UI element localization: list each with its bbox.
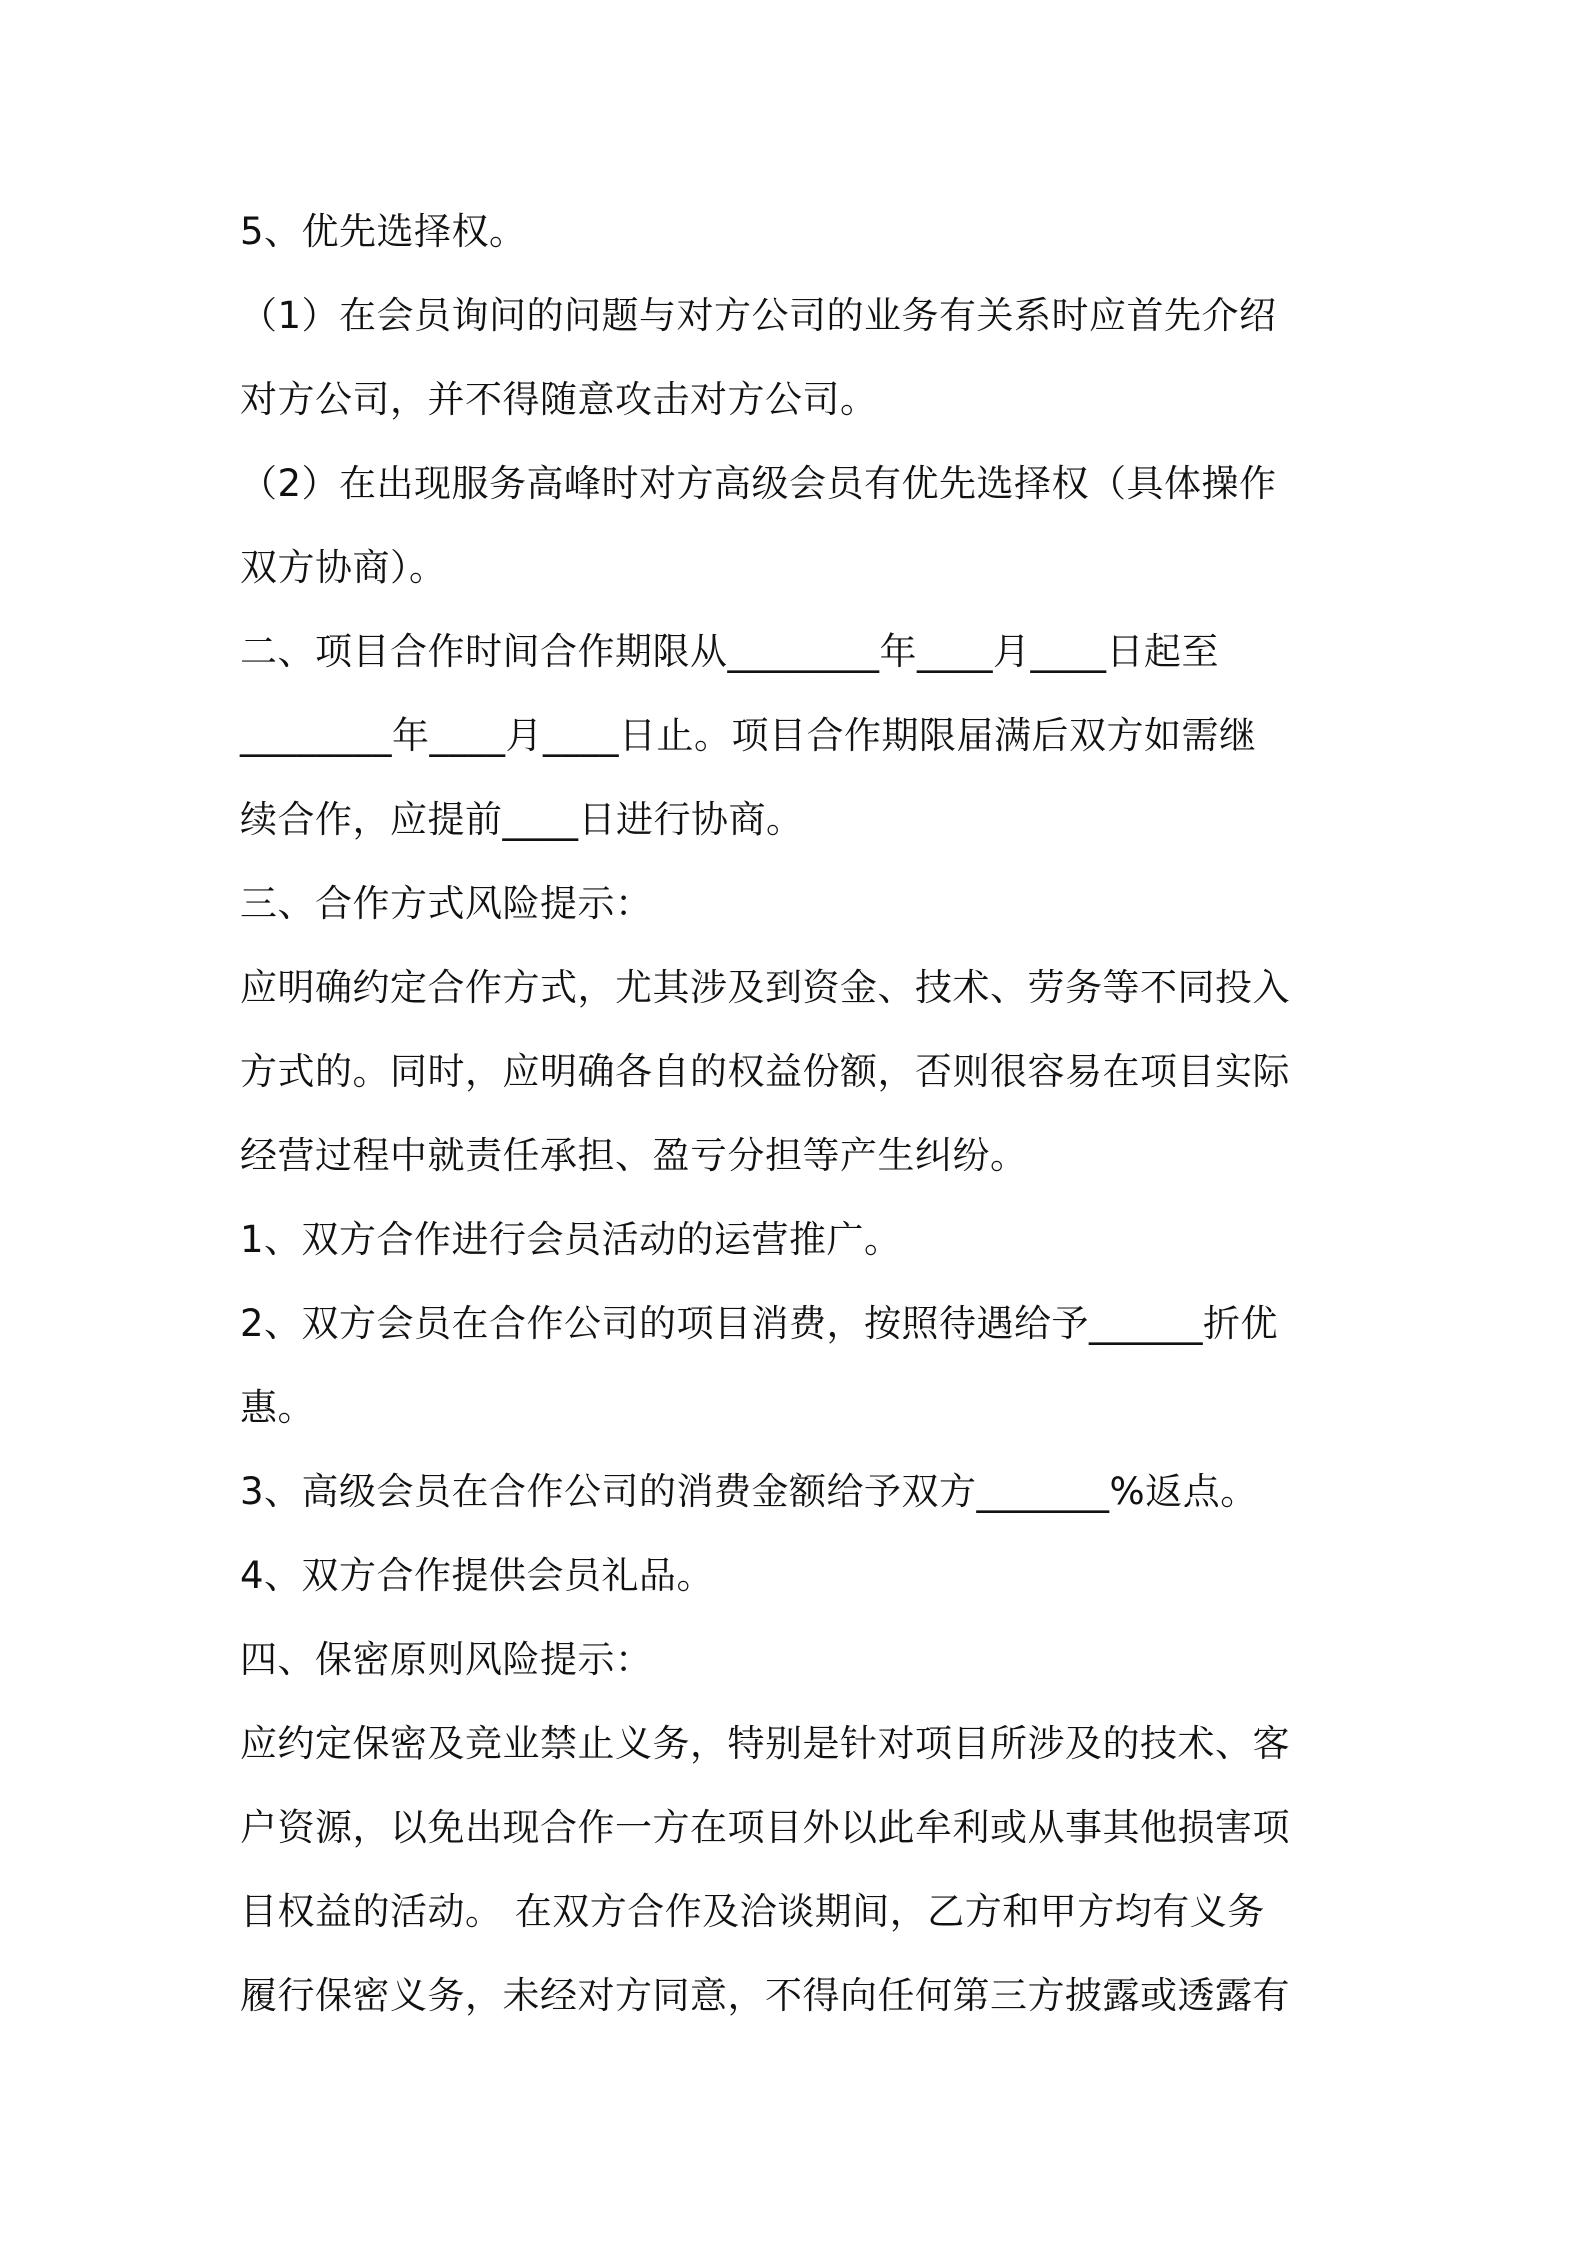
list-item: 2、双方会员在合作公司的项目消费，按照待遇给予______折优 [240, 1302, 1279, 1345]
list-item: 1、双方合作进行会员活动的运营推广。 [240, 1218, 902, 1261]
list-item: 3、高级会员在合作公司的消费金额给予双方_______%返点。 [240, 1470, 1258, 1513]
paragraph-line: 应明确约定合作方式，尤其涉及到资金、技术、劳务等不同投入 [240, 966, 1290, 1009]
paragraph-line: （1）在会员询问的问题与对方公司的业务有关系时应首先介绍 [240, 294, 1277, 337]
section-heading: 四、保密原则风险提示： [240, 1638, 653, 1681]
paragraph-line: ________年____月____日止。项目合作期限届满后双方如需继 [240, 714, 1257, 757]
section-heading: 5、优先选择权。 [240, 210, 527, 253]
paragraph-line: 惠。 [240, 1386, 315, 1429]
document-body [240, 190, 1360, 2038]
paragraph-line: 经营过程中就责任承担、盈亏分担等产生纠纷。 [240, 1134, 1028, 1177]
paragraph-line: 方式的。同时，应明确各自的权益份额，否则很容易在项目实际 [240, 1050, 1290, 1093]
paragraph-line: 对方公司，并不得随意攻击对方公司。 [240, 378, 878, 421]
paragraph-line: （2）在出现服务高峰时对方高级会员有优先选择权（具体操作 [240, 462, 1277, 505]
paragraph-line: 续合作，应提前____日进行协商。 [240, 798, 804, 841]
section-heading: 三、合作方式风险提示： [240, 882, 653, 925]
list-item: 4、双方合作提供会员礼品。 [240, 1554, 715, 1597]
paragraph-line: 双方协商）。 [240, 546, 447, 589]
section-heading: 二、项目合作时间合作期限从________年____月____日起至 [240, 630, 1219, 673]
paragraph-line: 户资源，以免出现合作一方在项目外以此牟利或从事其他损害项 [240, 1806, 1290, 1849]
paragraph-line: 履行保密义务，未经对方同意，不得向任何第三方披露或透露有 [240, 1974, 1290, 2017]
paragraph-line: 应约定保密及竞业禁止义务，特别是针对项目所涉及的技术、客 [240, 1722, 1290, 1765]
paragraph-line: 目权益的活动。 在双方合作及洽谈期间，乙方和甲方均有义务 [240, 1890, 1265, 1933]
